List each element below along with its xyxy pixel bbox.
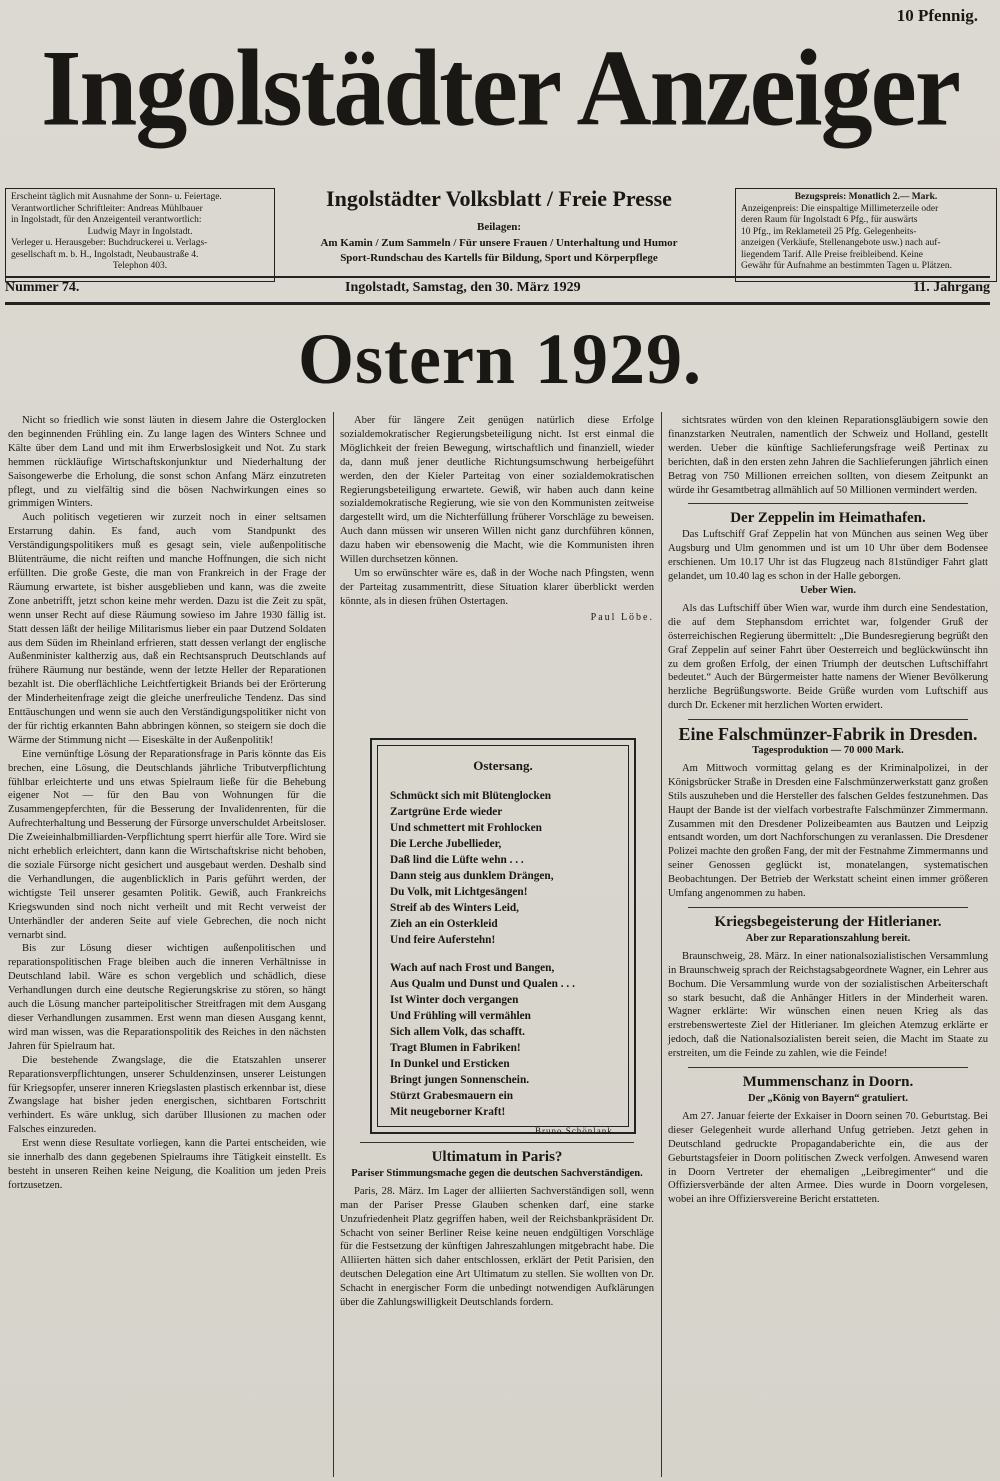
publisher-line: Telephon 403. (112, 261, 168, 271)
poem-line: Tragt Blumen in Fabriken! (390, 1042, 521, 1054)
paragraph: Braunschweig, 28. März. In einer nationalsozialistischen Versammlung in Braunschweig sprach der Reichstagsabgeordnete Wagner, ein Lehrer aus Bochum. Die Versammlung wurde von der sozialistischen Arbeiterschaft so stark besucht, daß die Anhänger Hitlers in der Minderheit waren. Wagner erklärte: Wir wünschen einen neuen Krieg als das erstrebenswerteste Ziel der Hitlerianer. Im gleichen Atemzug erklärte er jedoch, daß die Nationalsozialisten bereit seien, die Macht im Staate zu erstreiten, um die Feinde zu zahlen, wie die Feinde! (668, 950, 988, 1060)
article-subheadline: Pariser Stimmungsmache gegen die deutschen Sachverständigen. (351, 1167, 643, 1179)
paragraph: Am 27. Januar feierte der Exkaiser in Doorn seinen 70. Geburtstag. Bei dieser Gelegenheit wurde allerhand Unfug getrieben. Jetzt gehen in Deutschland gedruckte Propagandaberichte ein, die aus der Geburtstagsfeier in Doorn politischen Zweck verfolgen. Anwesend waren in Doorn Vertreter der ehemaligen „Leibregimenter“ und die Offiziersverbände der alten Armee. Dies wurde in Doorn vorgelesen, wobei an ihre Offiziersvereine Bericht erstatteten. (668, 1110, 988, 1206)
paragraph: Um so erwünschter wäre es, daß in der Woche nach Pfingsten, wenn der Parteitag zusammentritt, diese Situation klarer überblickt werden könnte, als in diesen frühen Ostertagen. (340, 567, 654, 607)
publisher-line: in Ingolstadt, für den Anzeigenteil verantwortlich: (11, 215, 202, 225)
publisher-info-box (5, 188, 275, 282)
poem-line: Und schmettert mit Frohlocken (390, 822, 542, 834)
paragraph: Die bestehende Zwangslage, die die Etatszahlen unserer Reparationsverpflichtungen, unserer Schuldenzinsen, unserer Leistungen für Kriegsopfer, unserer inneren Kriegslasten plastisch erkennbar ist, diese Zwangslage hat bisher jeden energischen, sichtbaren Fortschritt verhindert. Es wäre unklug, sich darüber Illusionen zu machen oder Falsches einzureden. (8, 1054, 326, 1136)
article-headline: Der Zeppelin im Heimathafen. (730, 510, 926, 527)
publisher-line: gesellschaft m. b. H., Ingolstadt, Neubaustraße 4. (11, 249, 199, 260)
poem-line: Du Volk, mit Lichtgesängen! (390, 886, 528, 898)
column-2 (340, 414, 654, 625)
ultimatum-article (340, 1136, 654, 1310)
article-subheadline: Aber zur Reparationszahlung bereit. (745, 932, 911, 944)
article-headline: Kriegsbegeisterung der Hitlerianer. (714, 914, 942, 930)
paragraph: Auch politisch vegetieren wir zurzeit noch in einer seltsamen Erstarrung dahin. Es fand, auch vom Standpunkt des Verständigungspolitikers muß es gesagt sein, viele außenpolitische Blütenträume, die nicht reiften und manche Hoffnungen, die sich nicht erfüllten. Die große Geste, die man von Frankreich in der Frage der Räumung erwartete, ist bisher ausgeblieben und kann, was die zweite Zone anbetrifft, jetzt schon keine mehr werden. Dazu ist die Zeit zu spät, wenn unser Recht auf diese Räumung sowieso im Jahre 1930 fällig ist. Statt dessen läßt der heilige Militarismus lieber ein paar Dutzend Soldaten aus dem Süden im Rheinland erfrieren, statt dessen verlangt der englische Außenminister kaltherzig aus, daß ein Rechtsanspruch Deutschlands auf frühere Räumung nur bestände, wenn der letzte Heller der Reparationen bezahlt ist. Die oberflächliche Leichtfertigkeit Briands bei der Erörterung der Minderheitenfrage zeigt die gleiche unerfreuliche Tendenz. Das sind Enttäuschungen und wenn sie auch den Verständigungspolitiker nicht von der für richtig erkannten Bahn abbringen können, so steigern sie doch die Wärme der Stimmung nicht — Eiseskälte in der Außenpolitik! (8, 512, 326, 746)
poem-line: Dann steig aus dunklem Drängen, (390, 870, 554, 882)
pricing-line: liegendem Tarif. Alle Preise freibleibend. Keine (741, 249, 923, 260)
poem-line: Und feire Auferstehn! (390, 934, 496, 946)
publisher-line: Erscheint täglich mit Ausnahme der Sonn- u. Feiertage. (11, 192, 222, 202)
paragraph: sichtsrates würden von den kleinen Reparationsgläubigern sowie den finanzstarken Neutralen, namentlich der Schweiz und Holland, gestellt werden. Ueber die künftige Sachlieferungsfrage weiß Pertinax zu berichten, daß in den ersten zehn Jahren die Sachlieferungen jährlich einen Betrag von 750 Millionen erreichen sollten, von diesem Zeitpunkt an würde ihr Gesamtbetrag allmählich auf 50 Millionen vermindert werden. (668, 415, 988, 496)
pricing-info-box (735, 188, 997, 282)
volume-number: 11. Jahrgang (912, 280, 990, 295)
publisher-line: Verantwortlicher Schriftleiter: Andreas Mühlbauer (11, 203, 203, 214)
article-headline: Eine Falschmünzer-Fabrik in Dresden. (678, 724, 978, 745)
poem-line: In Dunkel und Ersticken (390, 1058, 510, 1070)
pricing-line: 10 Pfg., im Reklameteil 25 Pfg. Gelegenheits- (741, 226, 917, 237)
article-subheadline: Tagesproduktion — 70 000 Mark. (752, 745, 904, 757)
paragraph: Das Luftschiff Graf Zeppelin hat von München aus seinen Weg über Augsburg und Ulm genommen und ist um 10 Uhr über dem Bodensee erschienen. Um 10.17 Uhr ist das Flugzeug nach 81stündiger Fahrt glatt gelandet, um 10.40 lag es schon in der Halle geborgen. (668, 529, 988, 583)
pricing-line: deren Raum für Ingolstadt 6 Pfg., für auswärts (741, 215, 918, 225)
paragraph: Nicht so friedlich wie sonst läuten in diesem Jahre die Osterglocken den beginnenden Frühling ein. Zu lange lagen des Winters Schnee und Kälte über dem Land und mit ihm Erwerbslosigkeit und Not. Zu stark hemmen rückläufige Wirtschaftskonjunktur und Niederhaltung der Saisongewerbe die Erholung, die sonst schon Anfang März einzutreten pflegt, und zu vielfältig sind die bösen Nachwirkungen eines so grimmigen Winters. (8, 415, 326, 510)
article-separator (688, 907, 968, 908)
divider-rule (5, 276, 990, 278)
poem-box (370, 738, 636, 1134)
pricing-line: Anzeigenpreis: Die einspaltige Millimeterzeile oder (741, 203, 939, 214)
publisher-line: Verleger u. Herausgeber: Buchdruckerei u. Verlags- (11, 238, 208, 248)
poem-title: Ostersang. (473, 758, 533, 773)
poem-line: Zartgrüne Erde wieder (390, 806, 503, 818)
publisher-line: Ludwig Mayr in Ingolstadt. (87, 226, 193, 237)
poem-line: Wach auf nach Frost und Bangen, (390, 962, 555, 974)
article-subheadline: Der „König von Bayern“ gratuliert. (748, 1092, 908, 1104)
poem-author: Bruno Schönlank. (535, 1126, 616, 1136)
subtitle: Ingolstädter Volksblatt / Freie Presse (326, 186, 672, 211)
pricing-line: Gewähr für Aufnahme an bestimmten Tagen u. Plätzen. (741, 261, 952, 271)
pricing-line: anzeigen (Verkäufe, Stellenangebote usw.) nach auf- (741, 238, 941, 248)
poem-inner-frame (377, 745, 629, 1136)
beilagen-line: Sport-Rundschau des Kartells für Bildung, Sport und Körperpflege (340, 252, 658, 264)
poem-line: Sich allem Volk, das schafft. (390, 1026, 525, 1038)
paragraph: Am Mittwoch vormittag gelang es der Kriminalpolizei, in der Königsbrücker Straße in Dresden eine Falschmünzerwerkstatt ganz großen Stils auszuheben und die Hersteller des falschen Geldes festzunehmen. Das Haupt der Bande ist der vielfach vorbestrafte Falschmünzer Zimmermann. Zusammen mit den Dresdener Polizeibeamten aus Bautzen und Leipzig entsandt worden, um dort Nachforschungen zu veranlassen. Die Dresdener Polizei machte den großen Fang, der mit der Festnahme Zimmermanns und seiner Genossen geglückt ist, monatelangen, systematischen Beobachtungen. Der Betrieb der Werkstatt scheint einen immer größeren Umfang angenommen zu haben. (668, 762, 988, 900)
poem-line: Mit neugeborner Kraft! (390, 1106, 506, 1118)
main-headline: Ostern 1929. (298, 319, 702, 399)
beilagen-list (268, 236, 730, 266)
paragraph: Bis zur Lösung dieser wichtigen außenpolitischen und reparationspolitischen Frage bleiben auch die inneren Verhältnisse in Deutschland labil. Wäre es schon vergeblich und schädlich, diese Verhandlungen durch eine deutsche Regierungskrise zu stören, so hängt auch die Lösung mancher parteipolitischer Streitfragen mit dem Ausgang dieser Verhandlungen zusammen. Erst wenn man diesen Ausgang kennt, wird man wissen, was die Reparationspolitik des Reiches in den nächsten Jahren für Spielraum hat. (8, 943, 326, 1052)
issue-date: Ingolstadt, Samstag, den 30. März 1929 (345, 280, 581, 295)
article-headline: Mummenschanz in Doorn. (742, 1074, 914, 1091)
column-divider (333, 412, 334, 1477)
poem-line: Stürzt Grabesmauern ein (390, 1090, 513, 1102)
poem-line: Ist Winter doch vergangen (390, 994, 519, 1006)
paragraph: Eine vernünftige Lösung der Reparationsfrage in Paris könnte das Eis brechen, eine Lösung, die Deutschlands jährliche Tributverpflichtung fühlbar erleichterte und uns etwas Spielraum ließe für die Behebung eigener Not — für den Bau von Wohnungen für die Zusammengepferchten, für die Besserung der Invalidenrenten, für die Aufrechterhaltung und Besserung der Fürsorge unverschuldet Arbeitsloser. Die Zweieinhalbmilliarden-Verpflichtung sperrt hierfür alle Tore. Wird sie nicht erheblich erleichtert, dann kann die Wirtschaftskrise nicht behoben, die soziale Fürsorge nicht gesichert und ausgebaut werden. Deshalb sind die Verhandlungen, die augenblicklich in Paris geführt werden, der wichtigste Teil unserer gesamten Politik. Gewiß, auch Frankreichs Kriegswunden sind noch nicht verheilt und mit Recht verweist der Unterhändler der anderen Seite auf viele Gebrechen, die noch nicht vernarbt sind. (8, 748, 326, 941)
article-subheadline: Ueber Wien. (799, 584, 856, 596)
paragraph: Aber für längere Zeit genügen natürlich diese Erfolge sozialdemokratischer Regierungsbeteiligung nicht. Ist erst einmal die Möglichkeit der freien Bewegung, wirtschaftlich und finanziell, wieder da, dann muß jener deutliche Richtungsumschwung herbeigeführt werden, den der Kieler Parteitag von einer sozialdemokratischen Regierungsbeteiligung erwartete. Gewiß, wir haben auch dann keine sozialdemokratische Regierung, wie sie von den Kommunisten zeitweise dargestellt wird, um die Nichterfüllung früherer Vorschläge zu beweisen. Auch dann müssen wir unseren Willen nicht ganz durchführen können, dazu haben wir ebensowenig die Macht, wie die Kommunisten ihren Willen durchsetzen können. (340, 415, 654, 566)
masthead-title: Ingolstädter Anzeiger (41, 28, 959, 149)
poem-line: Daß lind die Lüfte wehn . . . (390, 854, 524, 866)
divider-rule (5, 302, 990, 305)
beilagen-line: Am Kamin / Zum Sammeln / Für unsere Frauen / Unterhaltung und Humor (320, 237, 678, 249)
column-1 (8, 414, 326, 1193)
pricing-line: Bezugspreis: Monatlich 2.— Mark. (794, 192, 938, 202)
poem-line: Streif ab des Winters Leid, (390, 902, 519, 914)
issue-number: Nummer 74. (5, 280, 80, 295)
paragraph: Als das Luftschiff über Wien war, wurde ihm durch eine Sendestation, die auf dem Stephansdom errichtet war, folgender Gruß der österreichischen Regierung übermittelt: „Die Bundesregierung begrüßt den Graf Zeppelin auf seiner Fahrt über Oesterreich und beglückwünscht ihn zu dem großen Erfolg, der einen Triumph der deutschen Luftschiffahrt bedeutet.“ Auch der Bürgermeister hatte namens der Wiener Bevölkerung herzliche Begrüßungsworte. Beide Grüße wurden vom Luftschiff aus durch Dr. Eckener mit herzlichen Worten erwidert. (668, 602, 988, 712)
stanza-gap (390, 948, 616, 960)
article-headline: Ultimatum in Paris? (431, 1149, 563, 1165)
paragraph: Erst wenn diese Resultate vorliegen, kann die Partei entscheiden, wie sie innerhalb des dann gegebenen Spielraums ihre Tätigkeit einstellt. Es besteht in unseren Reihen keine Neigung, die Koalition um jeden Preis fortzusetzen. (8, 1138, 326, 1191)
poem-line: Schmückt sich mit Blütenglocken (390, 790, 551, 802)
column-divider (661, 412, 662, 1477)
article-separator (688, 719, 968, 720)
poem-line: Zieh an ein Osterkleid (390, 918, 498, 930)
paragraph: Paris, 28. März. Im Lager der alliierten Sachverständigen soll, wenn man der Pariser Presse Glauben schenken darf, eine starke Unzufriedenheit Platz gegriffen haben, weil der Reichsbankpräsident Dr. Schacht von seiner Berliner Reise keine neuen endgültigen Vorschläge für die Festsetzung der künftigen Jahreszahlungen mitgebracht habe. Die Alliierten hätten sich daher entschlossen, erklärt der Petit Parisien, den deutschen Delegation eine Art Ultimatum zu stellen. Sie wollten von Dr. Schacht in energischer Form die unbedingt notwendigen Aufklärungen über die Zahlungswilligkeit Deutschlands fordern. (340, 1185, 654, 1309)
price: 10 Pfennig. (896, 6, 978, 25)
article-separator (688, 1067, 968, 1068)
beilagen-label: Beilagen: (477, 221, 521, 233)
poem-line: Die Lerche Jubellieder, (390, 838, 502, 850)
column-3 (668, 414, 988, 1207)
article-separator (688, 503, 968, 504)
signature: Paul Löbe. (590, 611, 654, 623)
poem-line: Aus Qualm und Dunst und Qualen . . . (390, 978, 575, 990)
article-separator (360, 1142, 634, 1143)
poem-line: Und Frühling will vermählen (390, 1010, 531, 1022)
poem-line: Bringt jungen Sonnenschein. (390, 1074, 530, 1086)
